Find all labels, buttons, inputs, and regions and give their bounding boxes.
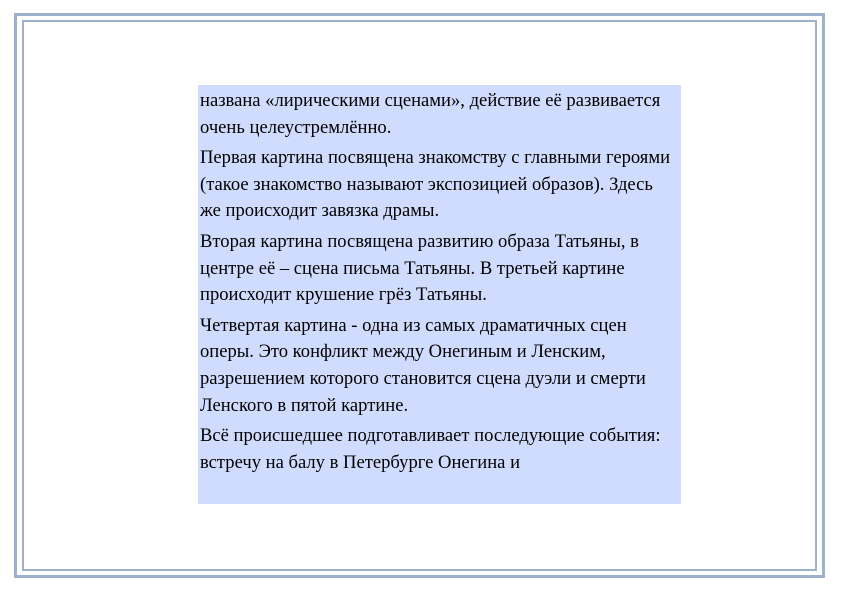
paragraph: Вторая картина посвящена развитию образа Татьяны, в центре её – сцена письма Татьяны. В третьей картине происходит крушение грёз Татьяны.	[200, 230, 639, 306]
paragraph: названа «лирическими сценами», действие её развивается очень целеустремлённо.	[200, 90, 661, 138]
paragraph: Первая картина посвящена знакомству с главными героями (такое знакомство называют экспозицией образов). Здесь же происходит завязка драмы.	[200, 147, 671, 222]
paragraph: Всё происшедшее подготавливает последующие события: встречу на балу в Петербурге Онегина и	[200, 425, 661, 473]
paragraph: Четвертая картина - одна из самых драматичных сцен оперы. Это конфликт между Онегиным и Ленским, разрешением которого становится сцена дуэли и смерти Ленского в пятой картине.	[200, 314, 646, 416]
text-block	[198, 85, 681, 504]
